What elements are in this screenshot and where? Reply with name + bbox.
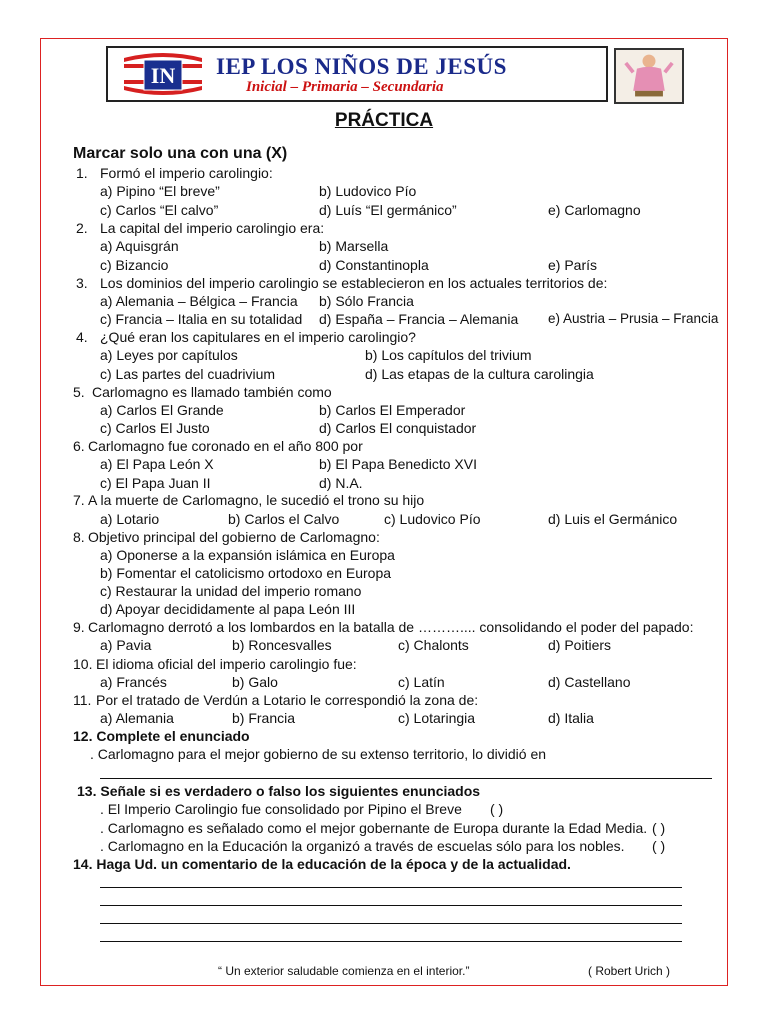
option[interactable]: b) Sólo Francia — [319, 293, 414, 309]
option[interactable]: a) Lotario — [100, 511, 160, 527]
option[interactable]: b) Ludovico Pío — [319, 183, 417, 199]
option[interactable]: d) N.A. — [319, 475, 363, 491]
question-text: Por el tratado de Verdún a Lotario le correspondió la zona de: — [96, 692, 479, 708]
question-number: 4. — [76, 329, 88, 345]
option[interactable]: c) Chalonts — [398, 637, 469, 653]
option[interactable]: c) Carlos El Justo — [100, 420, 210, 436]
question-number: 5. — [73, 384, 85, 400]
option[interactable]: a) Aquisgrán — [100, 238, 179, 254]
question-text: Carlomagno es llamado también como — [92, 384, 332, 400]
answer-line[interactable] — [100, 778, 712, 779]
true-false-blank[interactable]: ( ) — [652, 820, 666, 836]
logo-letters: IN — [150, 63, 176, 88]
question-number: 3. — [76, 275, 88, 291]
option[interactable]: a) El Papa León X — [100, 456, 214, 472]
answer-line[interactable] — [100, 923, 682, 924]
option[interactable]: b) Carlos El Emperador — [319, 402, 466, 418]
question-number: 7. — [73, 492, 85, 508]
option[interactable]: d) Las etapas de la cultura carolingia — [365, 366, 594, 382]
option[interactable]: a) Pavia — [100, 637, 152, 653]
answer-line[interactable] — [100, 941, 682, 942]
option[interactable]: a) Oponerse a la expansión islámica en Europa — [100, 547, 395, 563]
option[interactable]: b) Fomentar el catolicismo ortodoxo en Europa — [100, 565, 392, 581]
option[interactable]: d) Constantinopla — [319, 257, 429, 273]
option[interactable]: e) París — [548, 257, 598, 273]
option[interactable]: e) Austria – Prusia – Francia — [548, 311, 719, 326]
instruction: Marcar solo una con una (X) — [73, 145, 288, 162]
statement: . El Imperio Carolingio fue consolidado por Pipino el Breve — [100, 801, 462, 817]
question-text: La capital del imperio carolingio era: — [100, 220, 325, 236]
saint-image — [614, 48, 684, 104]
footer-quote: “ Un exterior saludable comienza en el interior.” — [218, 964, 470, 978]
option[interactable]: c) Bizancio — [100, 257, 169, 273]
footer-author: ( Robert Urich ) — [588, 964, 671, 978]
true-false-blank[interactable]: ( ) — [490, 801, 504, 817]
option[interactable]: d) Apoyar decididamente al papa León III — [100, 601, 356, 617]
option[interactable]: c) Las partes del cuadrivium — [100, 366, 276, 382]
question-number: 8. — [73, 529, 85, 545]
option[interactable]: b) El Papa Benedicto XVI — [319, 456, 477, 472]
section-heading: 12. Complete el enunciado — [73, 728, 250, 744]
question-text: Formó el imperio carolingio: — [100, 165, 273, 181]
question-number: 6. — [73, 438, 85, 454]
page-title: PRÁCTICA — [334, 110, 434, 131]
option[interactable]: d) Carlos El conquistador — [319, 420, 477, 436]
option[interactable]: a) Alemania – Bélgica – Francia — [100, 293, 298, 309]
section-heading: 13. Señale si es verdadero o falso los siguientes enunciados — [77, 783, 481, 799]
answer-line[interactable] — [100, 905, 682, 906]
question-number: 1. — [76, 165, 88, 181]
question-text: El idioma oficial del imperio carolingio fue: — [96, 656, 357, 672]
question-text: Carlomagno derrotó a los lombardos en la batalla de ……….... consolidando el poder del papado: — [88, 619, 694, 635]
option[interactable]: c) Latín — [398, 674, 445, 690]
question-text: Carlomagno fue coronado en el año 800 por — [88, 438, 363, 454]
option[interactable]: c) Carlos “El calvo” — [100, 202, 219, 218]
option[interactable]: d) Poitiers — [548, 637, 612, 653]
option[interactable]: b) Marsella — [319, 238, 389, 254]
question-text: Los dominios del imperio carolingio se establecieron en los actuales territorios de: — [100, 275, 608, 291]
option[interactable]: d) Luis el Germánico — [548, 511, 678, 527]
option[interactable]: b) Francia — [232, 710, 296, 726]
answer-line[interactable] — [100, 887, 682, 888]
option[interactable]: a) Alemania — [100, 710, 174, 726]
option[interactable]: c) Francia – Italia en su totalidad — [100, 311, 303, 327]
option[interactable]: e) Carlomagno — [548, 202, 641, 218]
option[interactable]: d) Luís “El germánico” — [319, 202, 457, 218]
section-heading: 14. Haga Ud. un comentario de la educación de la época y de la actualidad. — [73, 856, 571, 872]
question-number: 9. — [73, 619, 85, 635]
option[interactable]: a) Carlos El Grande — [100, 402, 224, 418]
statement: . Carlomagno en la Educación la organizó a través de escuelas sólo para los nobles. — [100, 838, 625, 854]
option[interactable]: a) Pipino “El breve” — [100, 183, 220, 199]
statement: . Carlomagno es señalado como el mejor gobernante de Europa durante la Edad Media. — [100, 820, 648, 836]
school-logo — [122, 52, 204, 96]
option[interactable]: d) Italia — [548, 710, 594, 726]
option[interactable]: c) Restaurar la unidad del imperio romano — [100, 583, 362, 599]
option[interactable]: d) Castellano — [548, 674, 631, 690]
option[interactable]: c) El Papa Juan II — [100, 475, 211, 491]
true-false-blank[interactable]: ( ) — [652, 838, 666, 854]
option[interactable]: b) Carlos el Calvo — [228, 511, 340, 527]
question-text: A la muerte de Carlomagno, le sucedió el trono su hijo — [88, 492, 425, 508]
school-name: IEP LOS NIÑOS DE JESÚS — [216, 54, 507, 79]
statement: . Carlomagno para el mejor gobierno de su extenso territorio, lo dividió en — [90, 746, 547, 762]
option[interactable]: d) España – Francia – Alemania — [319, 311, 519, 327]
option[interactable]: b) Galo — [232, 674, 278, 690]
option[interactable]: c) Lotaringia — [398, 710, 476, 726]
option[interactable]: b) Los capítulos del trivium — [365, 347, 532, 363]
option[interactable]: a) Leyes por capítulos — [100, 347, 238, 363]
question-text: ¿Qué eran los capitulares en el imperio carolingio? — [100, 329, 416, 345]
option[interactable]: b) Roncesvalles — [232, 637, 332, 653]
option[interactable]: a) Francés — [100, 674, 167, 690]
question-number: 10. — [73, 656, 93, 672]
school-header — [106, 46, 608, 102]
question-number: 11. — [73, 692, 92, 708]
school-levels: Inicial – Primaria – Secundaria — [246, 79, 444, 95]
question-text: Objetivo principal del gobierno de Carlomagno: — [88, 529, 380, 545]
option[interactable]: c) Ludovico Pío — [384, 511, 481, 527]
question-number: 2. — [76, 220, 88, 236]
